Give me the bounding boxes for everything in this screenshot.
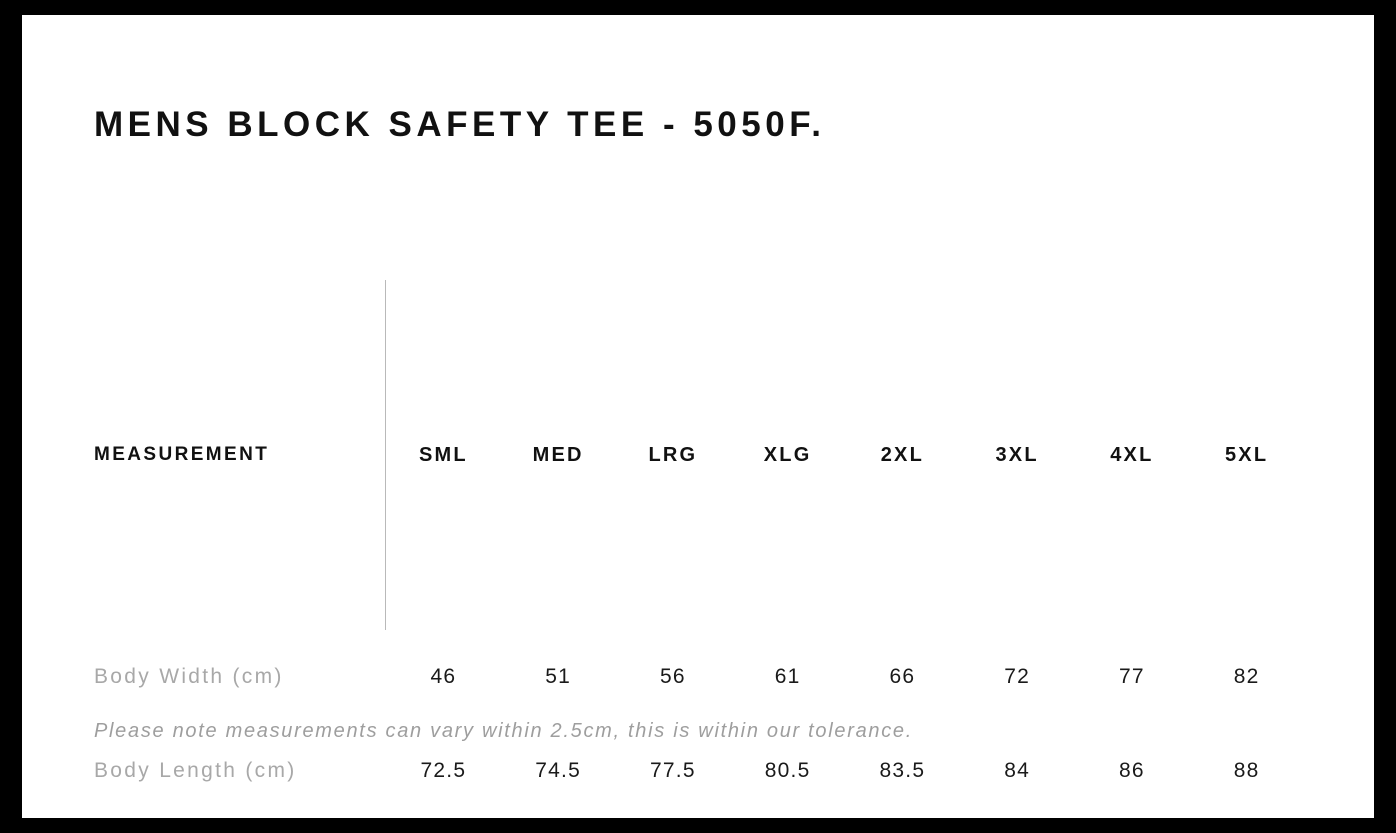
cell-body-length-lrg: 77.5 bbox=[650, 759, 696, 782]
cell-body-width-lrg: 56 bbox=[659, 665, 686, 688]
table-row bbox=[94, 630, 1304, 724]
column-header-measurement: MEASUREMENT bbox=[94, 444, 270, 465]
column-header-size-3xl: 3XL bbox=[995, 443, 1039, 466]
cell-body-width-xlg: 61 bbox=[774, 665, 801, 688]
row-label-body-length: Body Length (cm) bbox=[94, 759, 297, 782]
cell-body-width-3xl: 72 bbox=[1004, 665, 1030, 688]
cell-body-width-5xl: 82 bbox=[1233, 665, 1260, 688]
column-header-size-sml: SML bbox=[418, 443, 468, 466]
page-title: MENS BLOCK SAFETY TEE - 5050F. bbox=[94, 105, 826, 144]
cell-body-length-med: 74.5 bbox=[535, 759, 581, 782]
row-label-body-width: Body Width (cm) bbox=[94, 665, 284, 688]
cell-body-length-5xl: 88 bbox=[1233, 759, 1260, 782]
cell-body-length-2xl: 83.5 bbox=[879, 759, 926, 782]
cell-body-length-sml: 72.5 bbox=[420, 759, 467, 782]
cell-body-length-xlg: 80.5 bbox=[764, 759, 811, 782]
table-header-row bbox=[94, 280, 1304, 630]
size-chart-page bbox=[22, 15, 1374, 818]
column-header-size-4xl: 4XL bbox=[1110, 443, 1154, 466]
column-header-size-5xl: 5XL bbox=[1224, 443, 1269, 466]
cell-body-length-3xl: 84 bbox=[1004, 759, 1030, 782]
cell-body-width-sml: 46 bbox=[430, 665, 457, 688]
column-header-size-xlg: XLG bbox=[763, 443, 812, 466]
column-header-size-2xl: 2XL bbox=[880, 443, 925, 466]
tolerance-note: Please note measurements can vary within 2.5cm, this is within our tolerance. bbox=[94, 720, 913, 742]
column-header-size-med: MED bbox=[532, 443, 584, 466]
cell-body-width-4xl: 77 bbox=[1118, 665, 1145, 688]
cell-body-width-2xl: 66 bbox=[889, 665, 916, 688]
cell-body-width-med: 51 bbox=[545, 665, 571, 688]
column-header-size-lrg: LRG bbox=[648, 443, 698, 466]
cell-body-length-4xl: 86 bbox=[1118, 759, 1145, 782]
